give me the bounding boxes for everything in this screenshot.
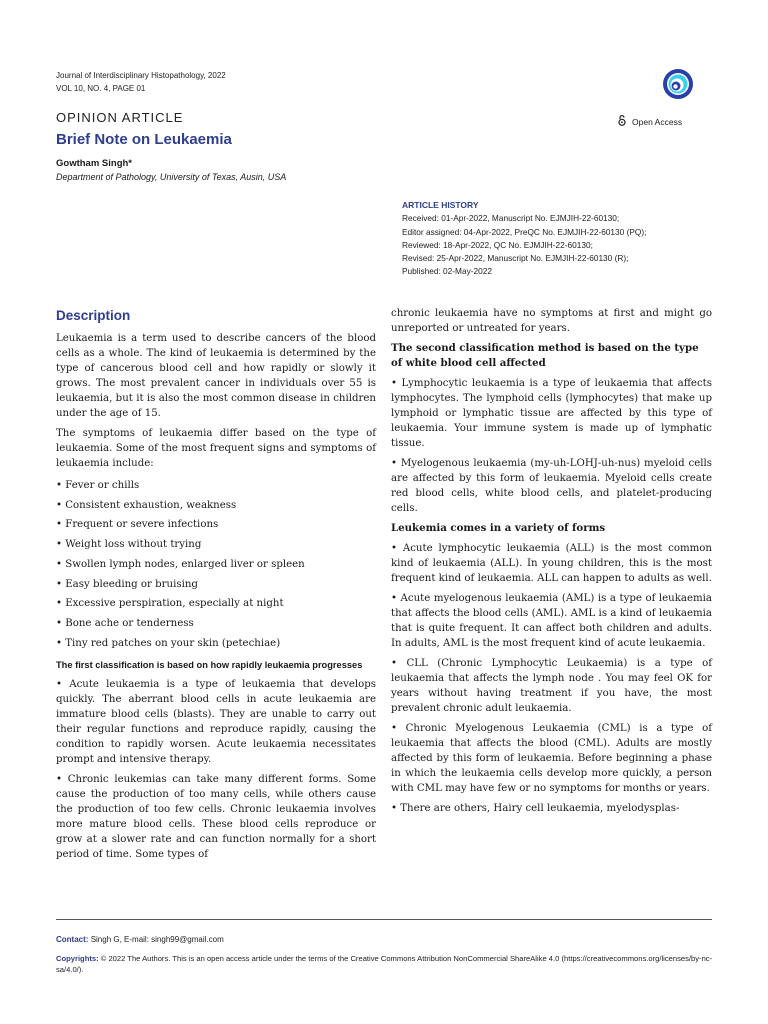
list-item: • Weight loss without trying (56, 539, 202, 551)
subheading-first-classification: The first classification is based on how rapidly leukaemia progresses (56, 660, 363, 671)
open-access-label: Open Access (632, 116, 683, 127)
list-item: • Consistent exhaustion, weakness (56, 499, 237, 511)
list-item: • Bone ache or tenderness (56, 617, 194, 629)
history-heading: ARTICLE HISTORY (402, 200, 479, 210)
paragraph: • Acute leukaemia is a type of leukaemia that develops quickly. The aberrant blood cells in acute leukaemia are immature blood cells (blasts). They are unable to carry out their regular functions and reproduce rapidly, causing the condition to rapidly worsen. Acute leukaemia necessitates prompt and intensive therapy. (56, 679, 376, 766)
article-title: Brief Note on Leukaemia (56, 131, 232, 148)
paragraph: • Chronic Myelogenous Leukaemia (CML) is a type of leukaemia that affects the blood (CML). Adults are mostly affected by this form of leukaemia. Before beginning a phase in which the leukaemia cells develop more quickly, a person with CML may have few or no symptoms for months or years. (391, 723, 712, 794)
list-item: • Frequent or severe infections (56, 519, 219, 531)
subheading-forms: Leukemia comes in a variety of forms (391, 522, 606, 534)
journal-name: Journal of Interdisciplinary Histopathology, 2022 (56, 71, 226, 80)
paragraph: • Lymphocytic leukaemia is a type of leukaemia that affects lymphocytes. The lymphoid cells (lymphocytes) that make up lymphoid or lymphatic tissue are affected by this type of leukaemia. Your immune system is made up of lymphatic tissue. (391, 378, 712, 449)
paragraph: • Acute lymphocytic leukaemia (ALL) is the most common kind of leukaemia (ALL). In young children, this is the most frequent kind of leukaemia. ALL can happen to adults as well. (391, 543, 712, 584)
paragraph: • Chronic leukemias can take many different forms. Some cause the production of too many cells, while others cause the production of too few cells. Chronic leukaemia involves more mature blood cells. These blood cells reproduce or grow at a slower rate and can function normally for a short period of time. Some types of (56, 774, 376, 861)
footer-divider (56, 919, 712, 920)
section-heading-description: Description (56, 308, 131, 323)
journal-logo-icon (662, 68, 694, 100)
paragraph: The symptoms of leukaemia differ based on the type of leukaemia. Some of the most frequent signs and symptoms of leukaemia include: (56, 428, 376, 469)
journal-info (56, 69, 226, 95)
paragraph: chronic leukaemia have no symptoms at first and might go unreported or untreated for years. (391, 308, 712, 334)
copyright-info (56, 953, 716, 975)
contact-info (56, 935, 224, 944)
copyright-label: Copyrights: (56, 954, 99, 963)
list-item: • Excessive perspiration, especially at night (56, 598, 284, 610)
history-revised: Revised: 25-Apr-2022, Manuscript No. EJMJIH-22-60130 (R); (402, 253, 629, 264)
list-item: • Tiny red patches on your skin (petechiae) (56, 637, 281, 649)
author-affiliation: Department of Pathology, University of Texas, Ausin, USA (56, 172, 287, 182)
copyright-text: © 2022 The Authors. This is an open access article under the terms of the Creative Commons Attribution NonCommercial ShareAlike 4.0 (https://creativecommons.org/licenses/by-nc-sa/4.0/). (56, 954, 713, 974)
open-access-badge (618, 115, 682, 128)
article-history (402, 199, 646, 279)
article-type: OPINION ARTICLE (56, 110, 184, 125)
paragraph: • CLL (Chronic Lymphocytic Leukaemia) is a type of leukaemia that affects the lymph node . You may feel OK for years without having treatment if you have, the most prevalent chronic adult leukaemia. (391, 658, 712, 714)
paragraph: • Myelogenous leukaemia (my-uh-LOHJ-uh-nus) myeloid cells are affected by this form of leukaemia. Myeloid cells create red blood cells, white blood cells, and platelet-producing cells. (391, 458, 712, 514)
open-access-lock-icon (618, 115, 626, 128)
journal-volume: VOL 10, NO. 4, PAGE 01 (56, 84, 146, 93)
paragraph: • There are others, Hairy cell leukaemia, myelodysplas- (391, 803, 680, 814)
paragraph: • Acute myelogenous leukaemia (AML) is a type of leukaemia that affects the blood cells (AML). AML is a kind of leukaemia that is quite frequent. It can affect both children and adults. In adults, AML is the most frequent kind of acute leukaemia. (391, 593, 712, 649)
left-column (56, 307, 376, 867)
list-item: • Swollen lymph nodes, enlarged liver or spleen (56, 558, 305, 570)
author-name: Gowtham Singh* (56, 158, 132, 169)
history-received: Received: 01-Apr-2022, Manuscript No. EJMJIH-22-60130; (402, 213, 620, 224)
right-column (391, 306, 712, 821)
paragraph: Leukaemia is a term used to describe cancers of the blood cells as a whole. The kind of leukaemia is determined by the type of cancerous blood cell and how rapidly or slowly it grows. The most prevalent cancer in individuals over 55 is leukaemia, but it is also the most common disease in children under the age of 15. (56, 333, 376, 419)
contact-text: Singh G, E-mail: singh99@gmail.com (90, 935, 224, 944)
history-published: Published: 02-May-2022 (402, 266, 492, 277)
symptom-list (56, 476, 376, 653)
list-item: • Easy bleeding or bruising (56, 578, 198, 590)
contact-label: Contact: (56, 935, 89, 944)
history-editor-assigned: Editor assigned: 04-Apr-2022, PreQC No. EJMJIH-22-60130 (PQ); (402, 226, 647, 237)
subheading-second-classification: The second classification method is based on the type of white blood cell affected (391, 342, 699, 369)
history-reviewed: Reviewed: 18-Apr-2022, QC No. EJMJIH-22-60130; (402, 239, 593, 250)
list-item: • Fever or chills (56, 480, 140, 491)
